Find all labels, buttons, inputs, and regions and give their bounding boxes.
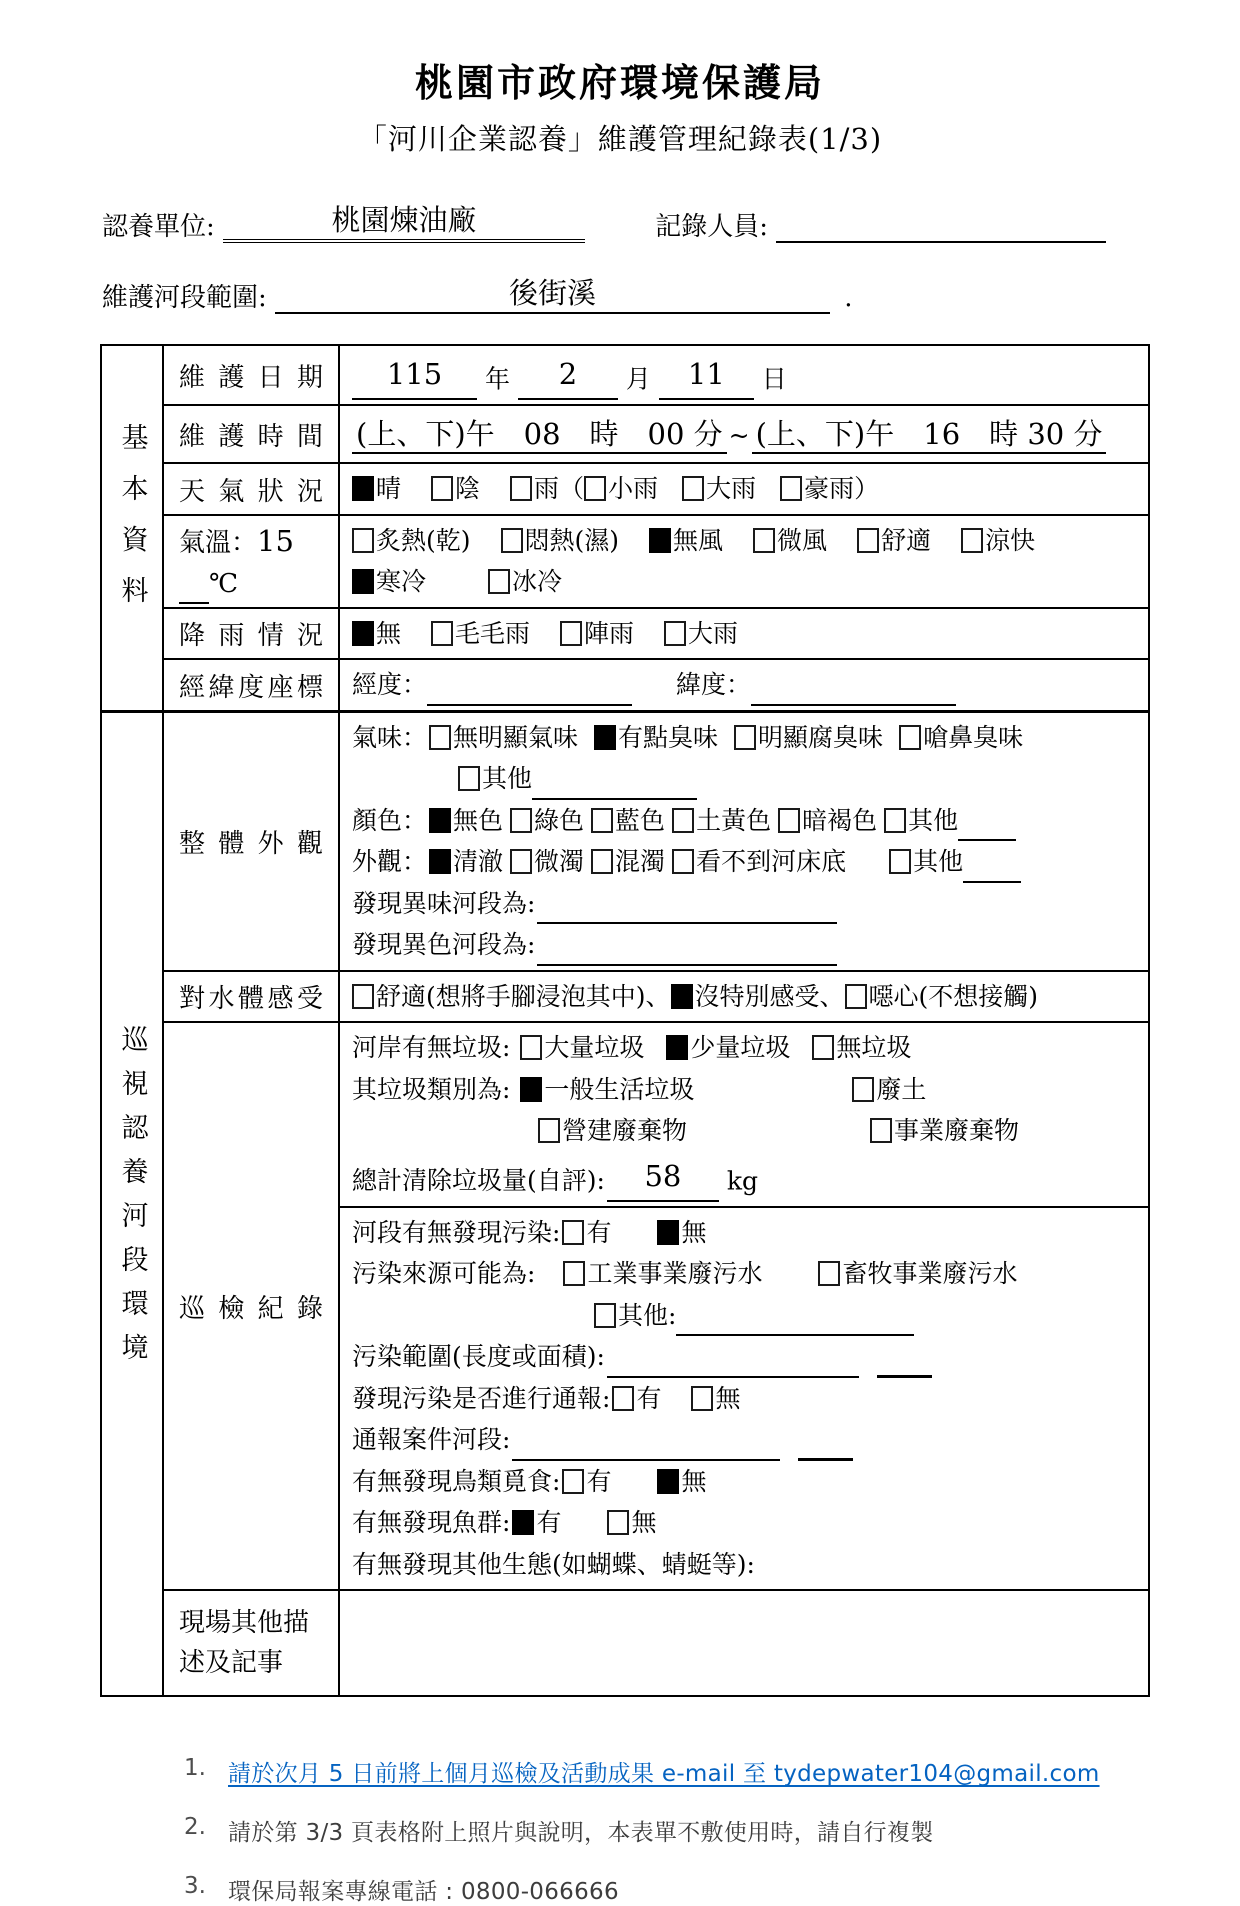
section-patrol-side-cell	[101, 711, 163, 1696]
checkbox-unchecked-icon[interactable]	[778, 808, 800, 833]
adopting-unit-input[interactable]: 桃園煉油廠	[223, 198, 585, 243]
look-prefix: 外觀：	[352, 847, 428, 877]
blank-underline-mark	[877, 1346, 932, 1378]
checkbox-checked-icon[interactable]	[594, 725, 616, 750]
checkbox-unchecked-icon[interactable]	[591, 849, 613, 874]
report-section-label: 通報案件河段:	[352, 1425, 511, 1455]
checkbox-option-label: 少量垃圾	[690, 1033, 791, 1063]
checkbox-option[interactable]	[562, 1218, 611, 1247]
checkbox-unchecked-icon[interactable]	[818, 1261, 840, 1286]
checkbox-option[interactable]	[352, 474, 401, 503]
checkbox-option[interactable]	[520, 1069, 852, 1111]
checkbox-unchecked-icon[interactable]	[510, 849, 532, 874]
checkbox-option-label: 沒特別感受、	[694, 981, 845, 1011]
checkbox-unchecked-icon[interactable]	[352, 528, 374, 553]
footnote-3-text: 環保局報案專線電話 : 0800-066666	[228, 1879, 619, 1906]
checkbox-option-label: 廢土	[876, 1074, 927, 1104]
checkbox-option-label: 無色	[453, 805, 504, 835]
checkbox-unchecked-icon[interactable]	[594, 1303, 616, 1328]
garbage-total-label: 總計清除垃圾量(自評):	[352, 1166, 605, 1196]
date-day-input[interactable]: 11	[659, 350, 754, 400]
checkbox-option[interactable]	[812, 1033, 911, 1062]
smell-other-option	[458, 764, 532, 793]
fish-label: 有無發現魚群:	[352, 1508, 511, 1538]
look-options	[429, 847, 963, 876]
checkbox-option-label: 舒適(想將手腳浸泡其中)、	[376, 981, 671, 1011]
birds-label: 有無發現鳥類覓食:	[352, 1466, 561, 1496]
checkbox-option-label: 大量垃圾	[544, 1033, 645, 1063]
weather-main-options	[352, 474, 559, 503]
date-month-input[interactable]: 2	[518, 350, 618, 400]
checkbox-unchecked-icon[interactable]	[562, 1469, 584, 1494]
recorder-label: 記錄人員:	[655, 212, 769, 242]
time-end-input[interactable]: (上、下)午 16 時 30 分	[752, 417, 1107, 454]
appearance-label: 整體外觀	[163, 711, 339, 971]
checkbox-checked-icon[interactable]	[352, 569, 374, 594]
river-range-period: .	[844, 283, 853, 313]
ecology-label: 有無發現其他生態(如蝴蝶、蜻蜓等):	[352, 1549, 755, 1579]
checkbox-option[interactable]	[649, 526, 723, 555]
rainfall-label: 降雨情況	[163, 608, 339, 660]
checkbox-option[interactable]	[562, 1467, 611, 1496]
checkbox-checked-icon[interactable]	[352, 621, 374, 646]
rainfall-cell	[339, 608, 1149, 660]
weather-label: 天氣狀況	[163, 463, 339, 515]
checkbox-option[interactable]	[607, 1508, 656, 1537]
bank-garbage-options	[520, 1033, 911, 1062]
garbage-type-row1	[520, 1075, 926, 1104]
rainfall-options	[352, 619, 738, 648]
odd-smell-label: 發現異味河段為:	[352, 888, 536, 918]
checkbox-option-label: 冰冷	[512, 567, 563, 597]
checkbox-option[interactable]	[510, 847, 584, 876]
checkbox-unchecked-icon[interactable]	[488, 569, 510, 594]
odd-color-input[interactable]	[537, 934, 837, 966]
checkbox-option-label: 涼快	[985, 525, 1036, 555]
checkbox-checked-icon[interactable]	[429, 808, 451, 833]
pollution-found-options	[562, 1218, 706, 1247]
garbage-type-label: 其垃圾類別為:	[352, 1074, 511, 1104]
checkbox-option-label: 藍色	[615, 805, 666, 835]
weather-paren-close: ）	[854, 474, 880, 504]
checkbox-option-label: 豪雨	[804, 474, 855, 504]
checkbox-unchecked-icon[interactable]	[431, 476, 453, 501]
odd-smell-input[interactable]	[537, 892, 837, 924]
pollution-found-label: 河段有無發現污染:	[352, 1217, 561, 1247]
date-year-input[interactable]: 115	[352, 350, 477, 400]
header-row-river	[102, 271, 1240, 314]
checkbox-checked-icon[interactable]	[429, 849, 451, 874]
checkbox-option-label: 其他	[908, 805, 959, 835]
checkbox-checked-icon[interactable]	[657, 1469, 679, 1494]
checkbox-option[interactable]	[488, 567, 562, 596]
checkbox-option[interactable]	[778, 806, 877, 835]
checkbox-unchecked-icon[interactable]	[899, 725, 921, 750]
checkbox-option-label: 土黃色	[696, 805, 772, 835]
checkbox-option-label: 其他	[482, 764, 533, 794]
checkbox-unchecked-icon[interactable]	[429, 725, 451, 750]
checkbox-option-label: 微濁	[534, 847, 585, 877]
maintenance-date-label: 維護日期	[163, 345, 339, 405]
checkbox-option[interactable]	[672, 806, 771, 835]
checkbox-unchecked-icon[interactable]	[884, 808, 906, 833]
adopting-unit-label: 認養單位:	[102, 212, 215, 242]
temperature-input[interactable]: 15	[257, 523, 294, 558]
checkbox-option-label: 毛毛雨	[455, 618, 531, 648]
pollution-source-other-input[interactable]	[676, 1304, 914, 1336]
checkbox-unchecked-icon[interactable]	[672, 849, 694, 874]
checkbox-option-label: 綠色	[534, 805, 585, 835]
footnote-3	[184, 1873, 1240, 1906]
garbage-total-input[interactable]: 58	[607, 1152, 719, 1202]
footnote-2-number: 2.	[184, 1814, 206, 1841]
pollution-report-options	[612, 1384, 740, 1413]
maintenance-time-cell	[339, 405, 1149, 463]
color-other-input[interactable]	[958, 809, 1016, 841]
checkbox-option[interactable]	[899, 723, 1023, 752]
checkbox-option[interactable]	[520, 1033, 644, 1062]
page-title: 桃園市政府環境保護局	[414, 60, 825, 105]
checkbox-unchecked-icon[interactable]	[812, 1035, 834, 1060]
checkbox-option-label: 無	[681, 1217, 707, 1247]
checkbox-unchecked-icon[interactable]	[664, 621, 686, 646]
inspection-label: 巡檢紀錄	[163, 1022, 339, 1590]
checkbox-option-label: 明顯腐臭味	[758, 722, 884, 752]
checkbox-option-label: 悶熱(濕)	[524, 525, 620, 555]
weather-paren-open: （	[559, 474, 585, 504]
temperature-unit: ℃	[209, 568, 239, 599]
checkbox-checked-icon[interactable]	[657, 1220, 679, 1245]
checkbox-option-label: 其他	[913, 847, 964, 877]
checkbox-option[interactable]	[538, 1110, 870, 1152]
coordinates-label: 經緯度座標	[163, 659, 339, 711]
checkbox-unchecked-icon[interactable]	[562, 1220, 584, 1245]
pollution-source-options	[563, 1259, 1017, 1288]
checkbox-option-label: 有	[586, 1466, 612, 1496]
checkbox-option[interactable]	[657, 1467, 706, 1496]
checkbox-option-label: 無	[681, 1466, 707, 1496]
site-notes-cell[interactable]	[339, 1590, 1149, 1696]
checkbox-option-label: 無	[631, 1508, 657, 1538]
checkbox-option-label: 大雨	[688, 618, 739, 648]
checkbox-option[interactable]	[780, 474, 854, 503]
checkbox-option[interactable]	[429, 806, 503, 835]
date-month-unit: 月	[625, 364, 651, 394]
coordinates-cell	[339, 659, 1149, 711]
checkbox-unchecked-icon[interactable]	[612, 1386, 634, 1411]
checkbox-option[interactable]	[352, 619, 401, 648]
checkbox-unchecked-icon[interactable]	[691, 1386, 713, 1411]
checkbox-option[interactable]	[584, 474, 658, 503]
checkbox-option-label: 炙熱(乾)	[376, 525, 471, 555]
checkbox-option-label: 有	[586, 1217, 612, 1247]
checkbox-option-label: 大雨	[706, 474, 757, 504]
checkbox-unchecked-icon[interactable]	[780, 476, 802, 501]
checkbox-option-label: 營建廢棄物	[562, 1116, 688, 1146]
checkbox-option-label: 看不到河床底	[696, 847, 847, 877]
pollution-range-input[interactable]	[607, 1346, 859, 1378]
date-day-unit: 日	[761, 364, 787, 394]
checkbox-option-label: 無風	[673, 525, 724, 555]
checkbox-option-label: 無	[376, 618, 402, 648]
checkbox-unchecked-icon[interactable]	[845, 984, 867, 1009]
checkbox-unchecked-icon[interactable]	[538, 1118, 560, 1143]
checkbox-option-label: 無	[715, 1383, 741, 1413]
checkbox-option-label: 陰	[455, 474, 481, 504]
checkbox-option-label: 其他:	[618, 1300, 677, 1330]
checkbox-unchecked-icon[interactable]	[672, 808, 694, 833]
time-tilde: ~	[728, 421, 750, 451]
footnote-2-text: 請於第 3/3 頁表格附上照片與說明，本表單不敷使用時，請自行複製	[228, 1820, 934, 1847]
checkbox-option[interactable]	[857, 526, 931, 555]
checkbox-checked-icon[interactable]	[512, 1510, 534, 1535]
checkbox-unchecked-icon[interactable]	[682, 476, 704, 501]
section-patrol-label: 巡視認養河段環境	[116, 1025, 148, 1378]
temperature-blank[interactable]	[179, 578, 209, 604]
checkbox-option-label: 小雨	[608, 474, 659, 504]
page-subtitle: 「河川企業認養」維護管理紀錄表(1/3)	[357, 122, 883, 156]
pollution-range-label: 污染範圍(長度或面積):	[352, 1342, 605, 1372]
checkbox-option[interactable]	[889, 847, 963, 876]
checkbox-option[interactable]	[594, 723, 718, 752]
checkbox-option[interactable]	[591, 847, 665, 876]
checkbox-option[interactable]	[431, 619, 530, 648]
garbage-cell	[339, 1022, 1149, 1207]
checkbox-option[interactable]	[612, 1384, 661, 1413]
checkbox-checked-icon[interactable]	[520, 1077, 542, 1102]
checkbox-unchecked-icon[interactable]	[870, 1118, 892, 1143]
footnote-1	[184, 1755, 1240, 1788]
maintenance-date-cell	[339, 345, 1149, 405]
section-basic-label: 基本資料	[116, 422, 148, 627]
checkbox-option-label: 舒適	[881, 525, 932, 555]
checkbox-option[interactable]	[510, 474, 559, 503]
temperature-label-cell	[163, 515, 339, 608]
checkbox-option[interactable]	[845, 982, 1039, 1011]
water-feel-options	[352, 982, 1038, 1011]
time-start-input[interactable]: (上、下)午 08 時 00 分	[352, 417, 727, 454]
checkbox-option-label: 暗褐色	[802, 805, 878, 835]
checkbox-unchecked-icon[interactable]	[857, 528, 879, 553]
checkbox-option[interactable]	[691, 1384, 740, 1413]
checkbox-option-label: 無垃圾	[836, 1033, 912, 1063]
weather-cell	[339, 463, 1149, 515]
odd-color-label: 發現異色河段為:	[352, 930, 536, 960]
checkbox-option[interactable]	[429, 847, 503, 876]
smell-other-input[interactable]	[532, 768, 697, 800]
latitude-input[interactable]	[751, 674, 956, 706]
checkbox-unchecked-icon[interactable]	[501, 528, 523, 553]
smell-options	[429, 723, 1023, 752]
record-table	[100, 344, 1150, 1697]
latitude-label: 緯度：	[675, 670, 751, 700]
recorder-input[interactable]	[776, 209, 1106, 243]
checkbox-option-label: 有點臭味	[618, 722, 719, 752]
header-row-unit	[102, 198, 1240, 243]
checkbox-option[interactable]	[818, 1259, 1017, 1288]
bank-garbage-label: 河岸有無垃圾:	[352, 1033, 511, 1063]
checkbox-unchecked-icon[interactable]	[753, 528, 775, 553]
checkbox-option[interactable]	[657, 1218, 706, 1247]
section-basic-side-cell	[101, 345, 163, 711]
checkbox-option-label: 晴	[376, 474, 402, 504]
checkbox-option[interactable]	[563, 1259, 762, 1288]
fish-options	[512, 1508, 656, 1537]
checkbox-option[interactable]	[501, 526, 620, 555]
checkbox-option-label: 一般生活垃圾	[544, 1074, 695, 1104]
checkbox-option-label: 清澈	[453, 847, 504, 877]
checkbox-unchecked-icon[interactable]	[961, 528, 983, 553]
checkbox-unchecked-icon[interactable]	[510, 808, 532, 833]
checkbox-option[interactable]	[560, 619, 634, 648]
color-options	[429, 806, 958, 835]
birds-options	[562, 1467, 706, 1496]
temperature-options-line1	[352, 526, 1035, 555]
checkbox-option[interactable]	[352, 982, 671, 1011]
temperature-options-line2	[352, 567, 562, 596]
checkbox-unchecked-icon[interactable]	[734, 725, 756, 750]
pollution-cell	[339, 1207, 1149, 1591]
checkbox-unchecked-icon[interactable]	[431, 621, 453, 646]
checkbox-option-label: 嗆鼻臭味	[923, 722, 1024, 752]
checkbox-option[interactable]	[431, 474, 480, 503]
footnote-email-link[interactable]: 請於次月 5 日前將上個月巡檢及活動成果 e-mail 至 tydepwater104@gmail.com	[228, 1761, 1100, 1788]
weather-rain-options	[584, 474, 854, 503]
temperature-label: 氣溫：	[179, 527, 258, 558]
checkbox-option-label: 有	[536, 1508, 562, 1538]
checkbox-checked-icon[interactable]	[649, 528, 671, 553]
checkbox-option[interactable]	[753, 526, 827, 555]
pollution-source-other-option	[594, 1301, 676, 1330]
garbage-type-row2	[538, 1116, 1019, 1145]
checkbox-option[interactable]	[512, 1508, 561, 1537]
checkbox-option-label: 噁心(不想接觸)	[868, 981, 1039, 1011]
checkbox-option[interactable]	[429, 723, 578, 752]
checkbox-option-label: 無明顯氣味	[453, 722, 579, 752]
checkbox-unchecked-icon[interactable]	[852, 1077, 874, 1102]
checkbox-unchecked-icon[interactable]	[520, 1035, 542, 1060]
look-other-input[interactable]	[963, 851, 1021, 883]
checkbox-checked-icon[interactable]	[666, 1035, 688, 1060]
footnote-2	[184, 1814, 1240, 1847]
checkbox-unchecked-icon[interactable]	[458, 766, 480, 791]
checkbox-option-label: 事業廢棄物	[894, 1116, 1020, 1146]
checkbox-option-label: 工業事業廢污水	[587, 1259, 763, 1289]
smell-prefix: 氣味：	[352, 722, 428, 752]
checkbox-option[interactable]	[870, 1116, 1019, 1145]
checkbox-option[interactable]	[594, 1301, 676, 1330]
checkbox-option[interactable]	[352, 526, 471, 555]
longitude-input[interactable]	[427, 674, 632, 706]
footnote-3-number: 3.	[184, 1873, 206, 1900]
river-range-label: 維護河段範圍:	[102, 283, 267, 313]
blank-underline-mark	[798, 1429, 853, 1461]
checkbox-option[interactable]	[671, 982, 845, 1011]
pollution-report-label: 發現污染是否進行通報:	[352, 1383, 611, 1413]
footnote-1-number: 1.	[184, 1755, 206, 1782]
water-feel-cell	[339, 971, 1149, 1023]
appearance-cell	[339, 711, 1149, 971]
checkbox-unchecked-icon[interactable]	[591, 808, 613, 833]
garbage-total-unit: kg	[726, 1166, 759, 1196]
checkbox-option-label: 雨	[534, 474, 560, 504]
footnotes	[184, 1755, 1240, 1906]
date-year-unit: 年	[484, 364, 510, 394]
checkbox-unchecked-icon[interactable]	[352, 984, 374, 1009]
checkbox-option-label: 微風	[777, 525, 828, 555]
checkbox-unchecked-icon[interactable]	[584, 476, 606, 501]
checkbox-option[interactable]	[852, 1075, 926, 1104]
water-feel-label: 對水體感受	[163, 971, 339, 1023]
maintenance-time-label: 維護時間	[163, 405, 339, 463]
river-range-input[interactable]: 後街溪	[275, 271, 830, 314]
report-section-input[interactable]	[512, 1429, 780, 1461]
checkbox-unchecked-icon[interactable]	[563, 1261, 585, 1286]
checkbox-option[interactable]	[734, 723, 883, 752]
checkbox-option[interactable]	[510, 806, 584, 835]
checkbox-option[interactable]	[961, 526, 1035, 555]
checkbox-option-label: 有	[636, 1383, 662, 1413]
checkbox-unchecked-icon[interactable]	[510, 476, 532, 501]
checkbox-option-label: 寒冷	[376, 567, 427, 597]
checkbox-option-label: 畜牧事業廢污水	[842, 1259, 1018, 1289]
checkbox-option[interactable]	[666, 1033, 790, 1062]
header-fields	[102, 198, 1240, 314]
checkbox-option[interactable]	[352, 567, 426, 596]
temperature-feel-cell	[339, 515, 1149, 608]
checkbox-checked-icon[interactable]	[352, 476, 374, 501]
checkbox-option[interactable]	[672, 847, 846, 876]
checkbox-option-label: 混濁	[615, 847, 666, 877]
checkbox-option[interactable]	[682, 474, 756, 503]
color-prefix: 顏色：	[352, 805, 428, 835]
checkbox-option-label: 陣雨	[584, 618, 635, 648]
longitude-label: 經度：	[352, 670, 428, 700]
checkbox-option[interactable]	[591, 806, 665, 835]
checkbox-option[interactable]	[664, 619, 738, 648]
checkbox-checked-icon[interactable]	[671, 984, 693, 1009]
checkbox-option[interactable]	[884, 806, 958, 835]
checkbox-option[interactable]	[458, 764, 532, 793]
checkbox-unchecked-icon[interactable]	[607, 1510, 629, 1535]
checkbox-unchecked-icon[interactable]	[889, 849, 911, 874]
pollution-source-label: 污染來源可能為:	[352, 1259, 536, 1289]
checkbox-unchecked-icon[interactable]	[560, 621, 582, 646]
site-notes-label: 現場其他描述及記事	[163, 1590, 339, 1696]
